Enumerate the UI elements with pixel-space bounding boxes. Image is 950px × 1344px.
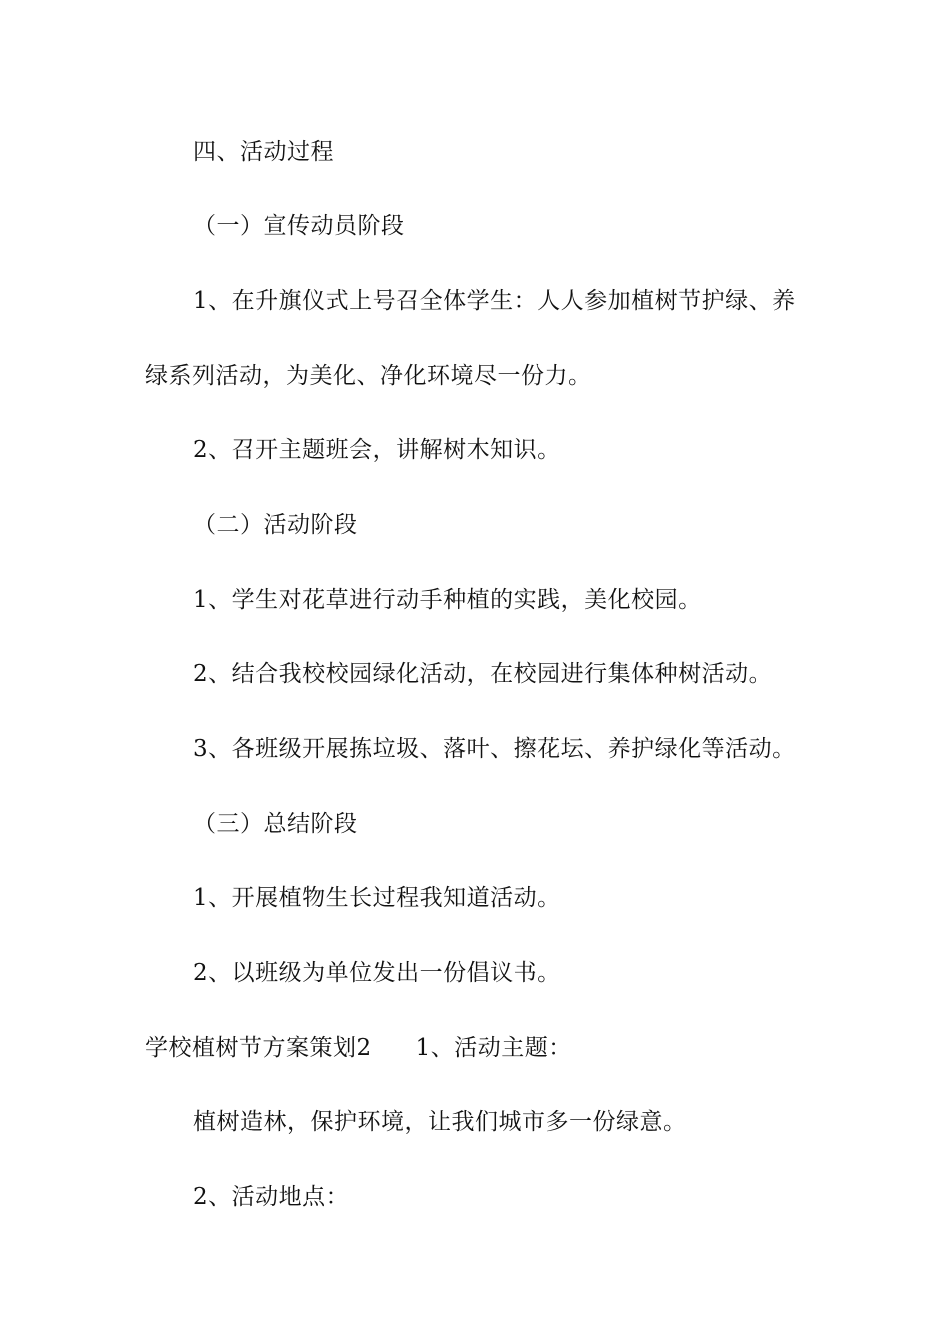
paragraph-line: 2、结合我校校园绿化活动，在校园进行集体种树活动。 <box>193 661 773 687</box>
subheading-summary-stage: （三）总结阶段 <box>193 811 358 837</box>
heading-activity-process: 四、活动过程 <box>193 139 334 165</box>
paragraph-line: 2、召开主题班会，讲解树木知识。 <box>193 437 561 463</box>
paragraph-line: 1、在升旗仪式上号召全体学生：人人参加植树节护绿、养 <box>193 288 796 314</box>
section-first-item: 1、活动主题： <box>415 1035 572 1061</box>
paragraph-line: 1、学生对花草进行动手种植的实践，美化校园。 <box>193 587 702 613</box>
subheading-activity-stage: （二）活动阶段 <box>193 512 358 538</box>
paragraph-line: 2、以班级为单位发出一份倡议书。 <box>193 960 561 986</box>
paragraph-line: 植树造林，保护环境，让我们城市多一份绿意。 <box>193 1109 687 1135</box>
paragraph-line: 2、活动地点： <box>193 1184 350 1210</box>
paragraph-line: 1、开展植物生长过程我知道活动。 <box>193 885 561 911</box>
paragraph-line: 绿系列活动，为美化、净化环境尽一份力。 <box>145 363 592 389</box>
subheading-publicity-stage: （一）宣传动员阶段 <box>193 213 405 239</box>
section-title: 学校植树节方案策划2 <box>145 1035 372 1061</box>
paragraph-line: 3、各班级开展拣垃圾、落叶、擦花坛、养护绿化等活动。 <box>193 736 796 762</box>
section-title-row <box>145 1033 572 1063</box>
